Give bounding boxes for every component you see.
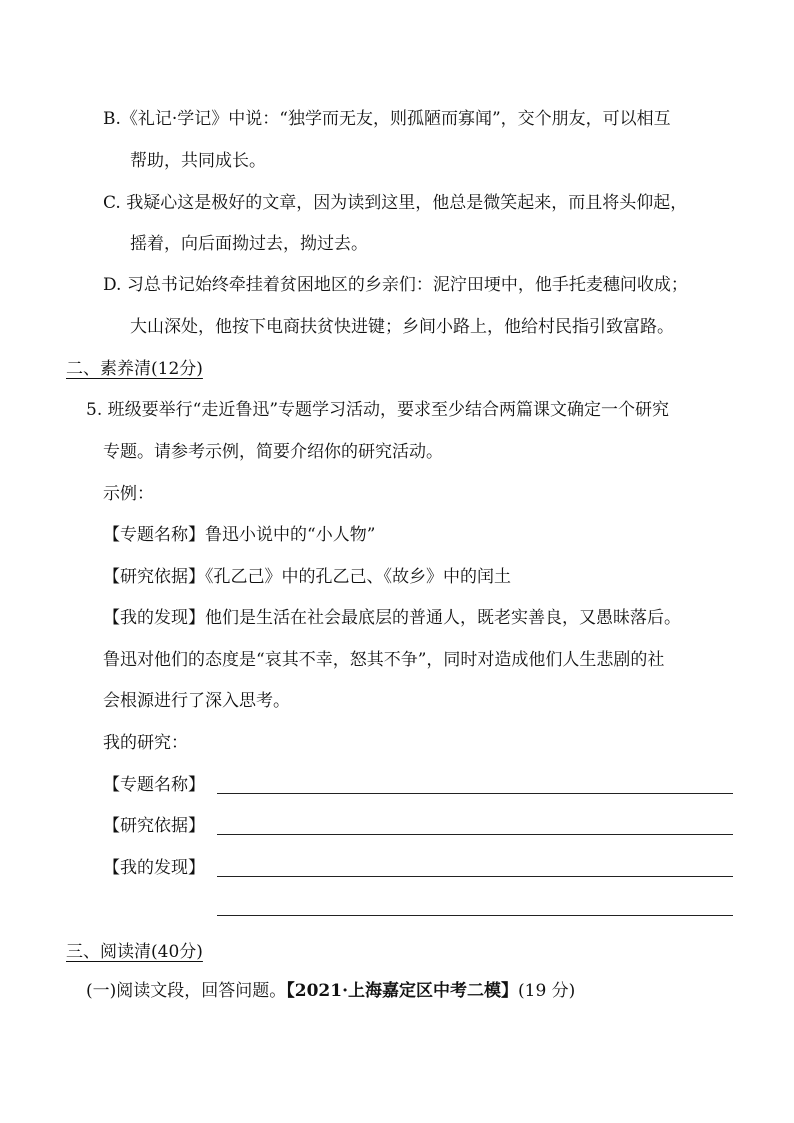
- example-finding-line3: 会根源进行了深入思考。: [103, 691, 290, 711]
- example-finding-line1: 【我的发现】他们是生活在社会最底层的普通人，既老实善良，又愚昧落后。: [103, 608, 681, 628]
- question-5-line1: 5. 班级要举行“走近鲁迅”专题学习活动，要求至少结合两篇课文确定一个研究: [86, 400, 670, 420]
- option-b-line2: 帮助，共同成长。: [130, 151, 266, 171]
- example-finding-line2: 鲁迅对他们的态度是“哀其不幸，怒其不争”，同时对造成他们人生悲剧的社: [103, 650, 665, 670]
- question-5-line2: 专题。请参考示例，简要介绍你的研究活动。: [103, 442, 443, 462]
- answer-topic-label: 【专题名称】: [103, 775, 205, 795]
- passage-1-heading: [86, 979, 575, 1003]
- answer-basis-blank[interactable]: [217, 834, 733, 835]
- answer-finding-blank[interactable]: [217, 876, 733, 877]
- passage-1-source: 【2021·上海嘉定区中考二模】: [286, 981, 518, 1001]
- section-2-title: 二、素养清(12分): [66, 359, 203, 379]
- answer-finding-blank-2[interactable]: [217, 915, 733, 916]
- option-d-line2: 大山深处，他按下电商扶贫快进键；乡间小路上，他给村民指引致富路。: [130, 317, 674, 337]
- answer-finding-row[interactable]: [103, 856, 733, 880]
- example-topic: 【专题名称】鲁迅小说中的“小人物”: [103, 525, 376, 545]
- answer-finding-label: 【我的发现】: [103, 858, 205, 878]
- my-research-label: 我的研究：: [103, 733, 188, 753]
- answer-basis-row[interactable]: [103, 814, 733, 838]
- passage-1-prefix: (一)阅读文段，回答问题。: [86, 981, 287, 1001]
- example-basis: 【研究依据】《孔乙己》中的孔乙己、《故乡》中的闰土: [103, 567, 511, 587]
- option-c-line1: C. 我疑心这是极好的文章，因为读到这里，他总是微笑起来，而且将头仰起，: [103, 193, 688, 213]
- answer-topic-row[interactable]: [103, 773, 733, 797]
- section-3-title: 三、阅读清(40分): [66, 942, 203, 962]
- answer-basis-label: 【研究依据】: [103, 816, 205, 836]
- example-label: 示例：: [103, 484, 154, 504]
- passage-1-score: (19 分): [518, 981, 576, 1001]
- answer-topic-blank[interactable]: [217, 793, 733, 794]
- option-d-line1: D. 习总书记始终牵挂着贫困地区的乡亲们：泥泞田埂中，他手托麦穗问收成；: [103, 275, 688, 295]
- option-c-line2: 摇着，向后面拗过去，拗过去。: [130, 234, 368, 254]
- option-b-line1: B.《礼记·学记》中说：“独学而无友，则孤陋而寡闻”，交个朋友，可以相互: [103, 109, 671, 129]
